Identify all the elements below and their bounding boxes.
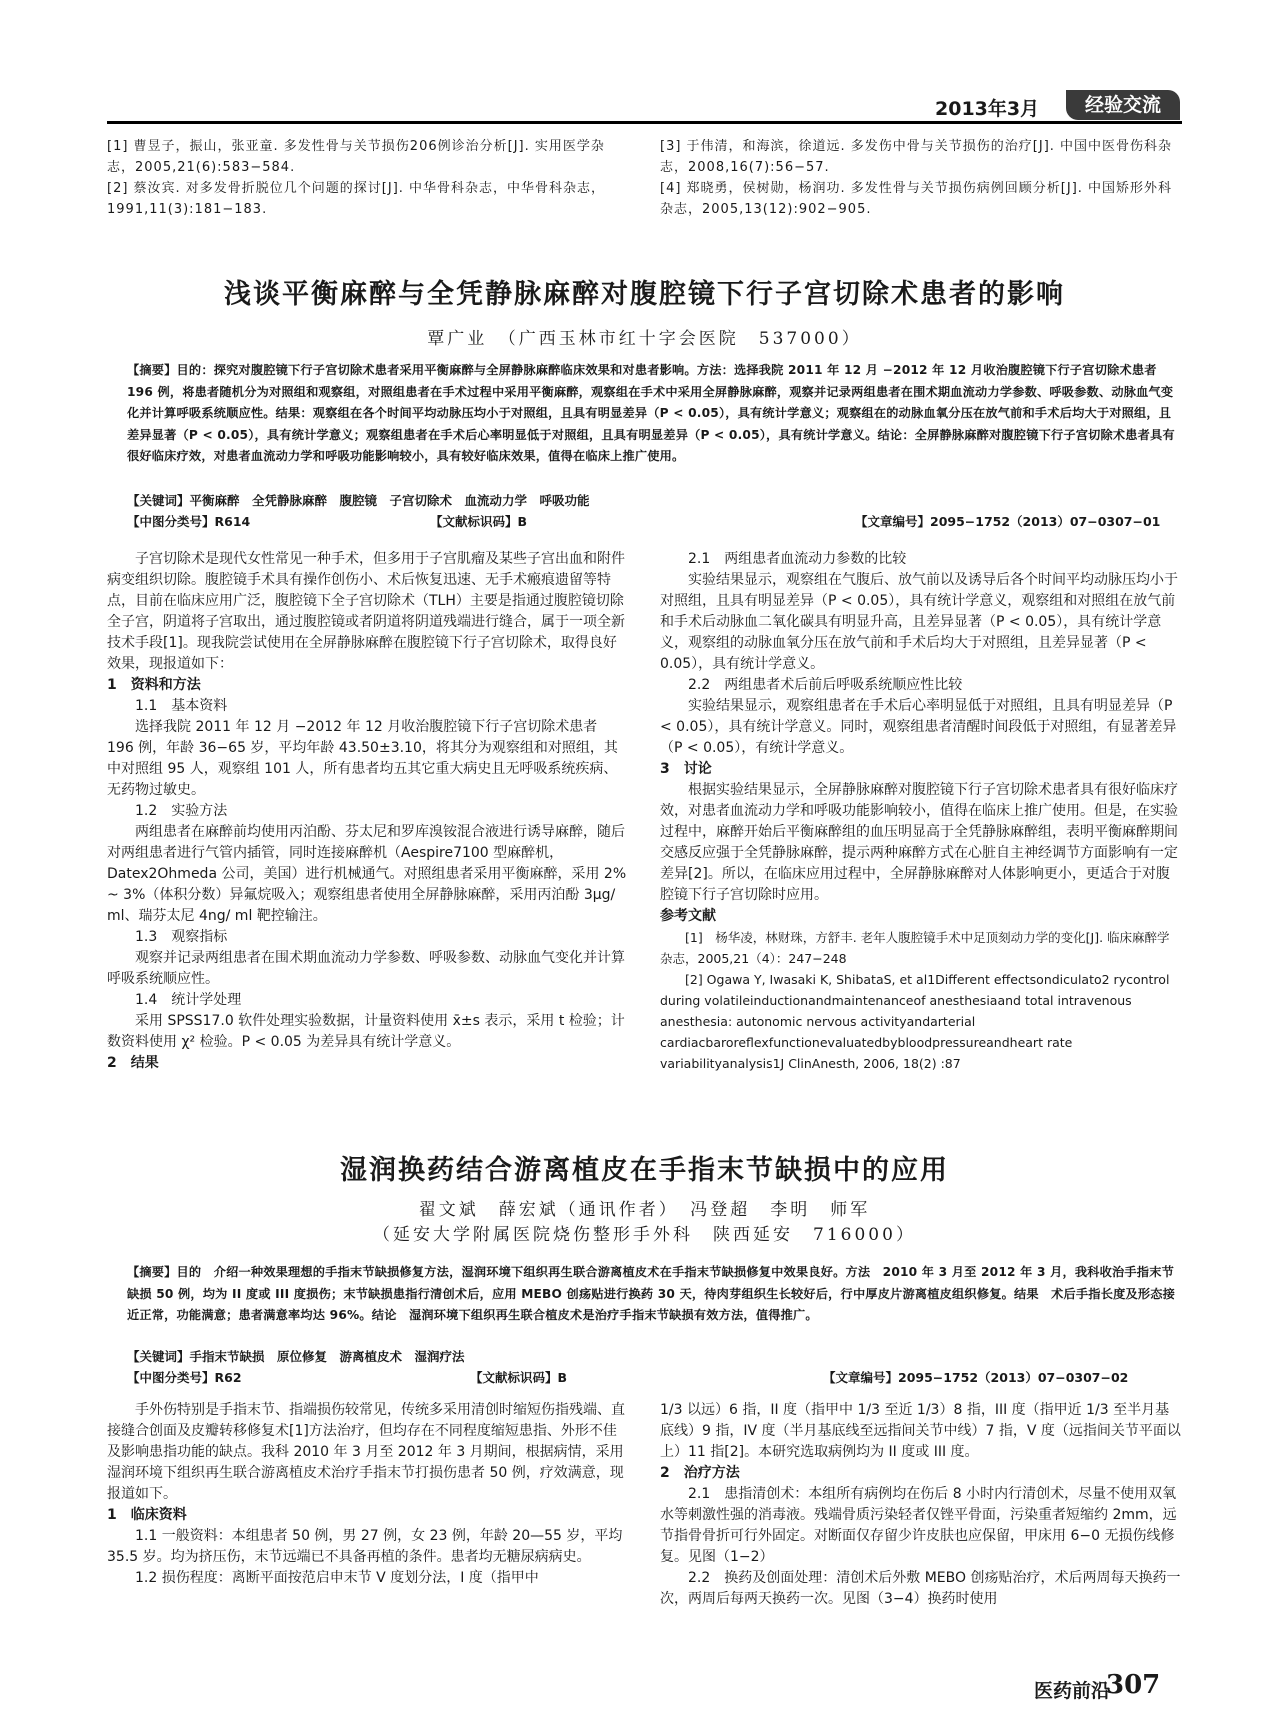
reference: [4] 郑晓勇，侯树勋，杨润功. 多发性骨与关节损伤病例回顾分析[J]. 中国矫形外科杂志，2005,13(12):902−905.	[660, 181, 1173, 217]
section-heading: 1 临床资料	[107, 1507, 187, 1523]
paragraph: 根据实验结果显示，全屏静脉麻醉对腹腔镜下行子宫切除术患者具有很好临床疗效，对患者血流动力学和呼吸功能影响较小，值得在临床上推广使用。但是，在实验过程中，麻醉开始后平衡麻醉组的血压明显高于全凭静脉麻醉组，表明平衡麻醉期间交感反应强于全凭静脉麻醉，提示两种麻醉方式在心脏自主神经调节方面影响有一定差异[2]。所以，在临床应用过程中，全屏静脉麻醉对人体影响更小，更适合于对腹腔镜下行子宫切除时应用。	[660, 782, 1178, 903]
subsection-heading: 1.4 统计学处理	[135, 992, 242, 1008]
article1-doc-code: 【文献标识码】B	[430, 514, 528, 529]
article2-doc-code: 【文献标识码】B	[470, 1370, 568, 1385]
paragraph: 观察并记录两组患者在围术期血流动力学参数、呼吸参数、动脉血气变化并计算呼吸系统顺应性。	[107, 950, 625, 987]
article2-article-no: 【文章编号】2095−1752（2013）07−0307−02	[823, 1370, 1129, 1385]
article1-author: 覃广业 （广西玉林市红十字会医院 537000）	[427, 329, 862, 349]
article1-article-no: 【文章编号】2095−1752（2013）07−0307−01	[855, 514, 1161, 529]
top-refs-left	[107, 136, 627, 220]
paragraph: 1.1 一般资料：本组患者 50 例，男 27 例，女 23 例，年龄 20—55 岁，平均 35.5 岁。均为挤压伤，末节远端已不具备再植的条件。患者均无糖尿病病史。	[107, 1528, 623, 1565]
section-heading: 3 讨论	[660, 761, 712, 777]
article2-title: 湿润换药结合游离植皮在手指末节缺损中的应用	[340, 1155, 949, 1186]
article2-abstract: 【摘要】目的 介绍一种效果理想的手指末节缺损修复方法，湿润环境下组织再生联合游离植皮术在手指末节缺损修复中效果良好。方法 2010 年 3 月至 2012 年 3 月，我科收治手指末节缺损 50 例，均为 II 度或 III 度损伤；末节缺损患指行清创术后，应用 MEBO 创疡贴进行换药 30 天，待肉芽组织生长较好后，行中厚皮片游离植皮组织修复。结果 术后手指长度及形态接近正常，功能满意；患者满意率均达 96%。结论 湿润环境下组织再生联合植皮术是治疗手指末节缺损有效方法，值得推广。	[127, 1265, 1176, 1322]
article1-left-column	[107, 549, 627, 1074]
article1-keywords: 【关键词】平衡麻醉 全凭静脉麻醉 腹腔镜 子宫切除术 血流动力学 呼吸功能	[127, 493, 590, 508]
section-tag: 经验交流	[1066, 90, 1180, 120]
reference: [3] 于伟清，和海滨，徐道远. 多发伤中骨与关节损伤的治疗[J]. 中国中医骨伤科杂志，2008,16(7):56−57.	[660, 139, 1173, 175]
references-list	[660, 927, 1182, 1074]
section-heading: 1 资料和方法	[107, 677, 201, 693]
article2-affiliation: （延安大学附属医院烧伤整形手外科 陕西延安 716000）	[373, 1225, 916, 1245]
paragraph: 两组患者在麻醉前均使用丙泊酚、芬太尼和罗库溴铵混合液进行诱导麻醉，随后对两组患者进行气管内插管，同时连接麻醉机（Aespire7100 型麻醉机，Datex2Ohmeda 公司，美国）进行机械通气。对照组患者采用平衡麻醉，采用 2% ~ 3%（体积分数）异氟烷吸入；观察组患者使用全屏静脉麻醉，采用丙泊酚 3μg/ ml、瑞芬太尼 4ng/ ml 靶控输注。	[107, 824, 627, 924]
paragraph: 1/3 以远）6 指，II 度（指甲中 1/3 至近 1/3）8 指，III 度（指甲近 1/3 至半月基底线）9 指，IV 度（半月基底线至远指间关节中线）7 指，V 度（远指间关节平面以上）11 指[2]。本研究选取病例均为 II 度或 III 度。	[660, 1402, 1181, 1460]
article2-clc: 【中图分类号】R62	[127, 1370, 242, 1385]
paragraph: 子宫切除术是现代女性常见一种手术，但多用于子宫肌瘤及某些子宫出血和附件病变组织切除。腹腔镜手术具有操作创伤小、术后恢复迅速、无手术瘢痕遗留等特点，目前在临床应用广泛，腹腔镜下全子宫切除术（TLH）主要是指通过腹腔镜切除全子宫，阴道将子宫取出，通过腹腔镜或者阴道将阴道残端进行缝合，属于一项全新技术手段[1]。现我院尝试使用在全屏静脉麻醉在腹腔镜下行子宫切除术，取得良好效果，现报道如下：	[107, 551, 625, 672]
reference: [1] 曹昱子，振山，张亚童. 多发性骨与关节损伤206例诊治分析[J]. 实用医学杂志，2005,21(6):583−584.	[107, 139, 605, 175]
references-heading: 参考文献	[660, 908, 716, 924]
article2-authors: 翟文斌 薛宏斌（通讯作者） 冯登超 李明 师军	[418, 1200, 871, 1220]
header-rule	[107, 121, 1182, 124]
paragraph: 1.2 损伤程度：离断平面按范启申末节 V 度划分法，I 度（指甲中	[135, 1570, 539, 1586]
footer-journal-name: 医药前沿	[1034, 1680, 1111, 1702]
section-heading: 2 治疗方法	[660, 1465, 740, 1481]
reference: [2] 蔡汝宾. 对多发骨折脱位几个问题的探讨[J]. 中华骨科杂志，中华骨科杂志，1991,11(3):181−183.	[107, 181, 606, 217]
top-refs-right	[660, 136, 1182, 220]
paragraph: 2.2 换药及创面处理：清创术后外敷 MEBO 创疡贴治疗，术后两周每天换药一次，两周后每两天换药一次。见图（3−4）换药时使用	[660, 1570, 1181, 1607]
reference: [1] 杨华凌，林财珠，方舒丰. 老年人腹腔镜手术中足顶刻动力学的变化[J]. 临床麻醉学杂志，2005,21（4）：247−248	[660, 930, 1170, 966]
section-heading: 2 结果	[107, 1055, 159, 1071]
subsection-heading: 1.2 实验方法	[135, 803, 228, 819]
paragraph: 2.1 患指清创术：本组所有病例均在伤后 8 小时内行清创术，尽量不使用双氧水等刺激性强的消毒液。残端骨质污染轻者仅锉平骨面，污染重者短缩约 2mm，远节指骨骨折可行外固定。对断面仅存留少许皮肤也应保留，甲床用 6−0 无损伤线修复。见图（1−2）	[660, 1486, 1177, 1565]
paragraph: 手外伤特别是手指末节、指端损伤较常见，传统多采用清创时缩短伤指残端、直接缝合创面及皮瓣转移修复术[1]方法治疗，但均存在不同程度缩短患指、外形不佳及影响患指功能的缺点。我科 2010 年 3 月至 2012 年 3 月期间，根据病情，采用湿润环境下组织再生联合游离植皮术治疗手指末节打损伤患者 50 例，疗效满意，现报道如下。	[107, 1402, 625, 1502]
subsection-heading: 1.1 基本资料	[135, 698, 228, 714]
paragraph: 采用 SPSS17.0 软件处理实验数据，计量资料使用 x̄±s 表示，采用 t 检验；计数资料使用 χ² 检验。P < 0.05 为差异具有统计学意义。	[107, 1013, 625, 1050]
paragraph: 实验结果显示，观察组在气腹后、放气前以及诱导后各个时间平均动脉压均小于对照组，且具有明显差异（P < 0.05），具有统计学意义，观察组和对照组在放气前和手术后动脉血二氧化碳具有明显升高，且差异显著（P < 0.05），具有统计学意义，观察组的动脉血氧分压在放气前和手术后均大于对照组，且差异显著（P < 0.05），具有统计学意义。	[660, 572, 1178, 672]
page-number: 307	[1106, 1670, 1161, 1700]
reference: [2] Ogawa Y, Iwasaki K, ShibataS, et al1Different effectsondiculato2 rycontrol during volatileinductionandmaintenanceof anesthesiaand total intravenous anesthesia: autonomic nervous activityandarterial cardiacbaroreflexfunctionevaluatedbybloodpressureandheart rate variabilityanalysis1J ClinAnesth, 2006, 18(2) :87	[660, 972, 1170, 1071]
paragraph: 实验结果显示，观察组患者在手术后心率明显低于对照组，且具有明显差异（P < 0.05），具有统计学意义。同时，观察组患者清醒时间段低于对照组，有显著差异（P < 0.05），有统计学意义。	[660, 698, 1177, 756]
subsection-heading: 2.1 两组患者血流动力参数的比较	[688, 551, 907, 567]
subsection-heading: 1.3 观察指标	[135, 929, 228, 945]
article1-title: 浅谈平衡麻醉与全凭静脉麻醉对腹腔镜下行子宫切除术患者的影响	[224, 279, 1065, 310]
article2-right-column	[660, 1400, 1182, 1610]
article2-keywords: 【关键词】手指末节缺损 原位修复 游离植皮术 湿润疗法	[127, 1349, 465, 1364]
paragraph: 选择我院 2011 年 12 月 −2012 年 12 月收治腹腔镜下行子宫切除术患者 196 例，年龄 36−65 岁，平均年龄 43.50±3.10，将其分为观察组和对照组，其中对照组 95 人，观察组 101 人，所有患者均五其它重大病史且无呼吸系统疾病、无药物过敏史。	[107, 719, 618, 798]
issue-date: 2013年3月	[935, 98, 1040, 120]
subsection-heading: 2.2 两组患者术后前后呼吸系统顺应性比较	[688, 677, 963, 693]
article2-left-column	[107, 1400, 627, 1589]
article1-abstract: 【摘要】目的：探究对腹腔镜下行子宫切除术患者采用平衡麻醉与全屏静脉麻醉临床效果和对患者影响。方法：选择我院 2011 年 12 月 −2012 年 12 月收治腹腔镜下行子宫切除术患者 196 例，将患者随机分为对照组和观察组，对照组患者在手术过程中采用平衡麻醉，观察组在手术中采用全屏静脉麻醉，观察并记录两组患者在围术期血流动力学参数、呼吸参数、动脉血气变化并计算呼吸系统顺应性。结果：观察组在各个时间平均动脉压均小于对照组，且具有明显差异（P < 0.05），具有统计学意义；观察组在的动脉血氧分压在放气前和手术后均大于对照组，且差异显著（P < 0.05），具有统计学意义；观察组患者在手术后心率明显低于对照组，且具有明显差异（P < 0.05），具有统计学意义。结论：全屏静脉麻醉对腹腔镜下行子宫切除术患者具有很好临床疗效，对患者血流动力学和呼吸功能影响较小，具有较好临床效果，值得在临床上推广使用。	[127, 363, 1175, 463]
article1-right-column	[660, 549, 1182, 1074]
article1-clc: 【中图分类号】R614	[127, 514, 251, 529]
